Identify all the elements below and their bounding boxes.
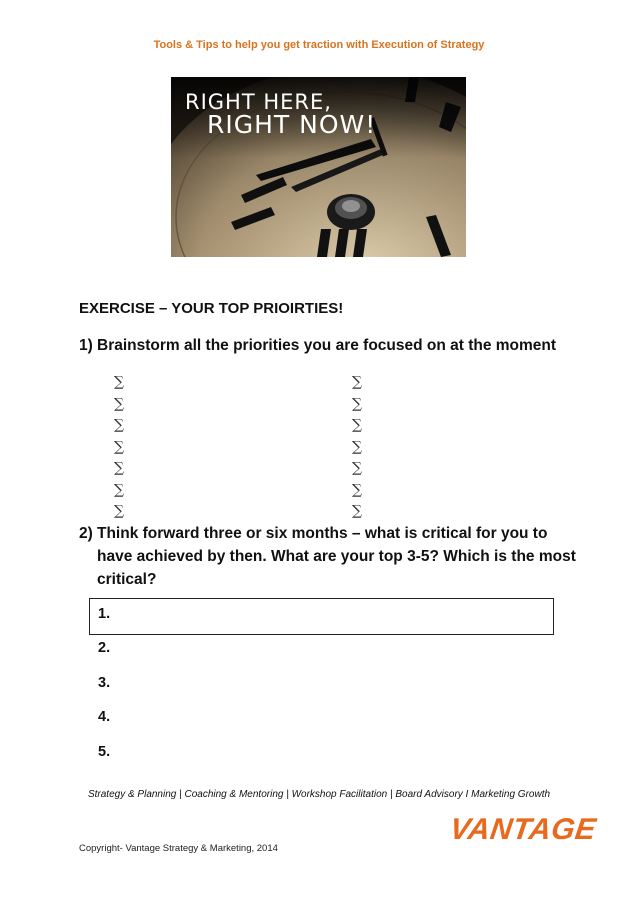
question-2 — [79, 522, 579, 591]
bullet-symbol: ∑ — [352, 460, 362, 476]
clock-hero-image — [171, 77, 466, 257]
bullet-list-left — [114, 372, 124, 523]
bullet-symbol: ∑ — [352, 395, 362, 412]
vantage-logo: VANTAGE — [447, 813, 599, 846]
priority-item-3: 3. — [98, 675, 111, 691]
question-1-number: 1) — [79, 337, 93, 354]
bullet-symbol: ∑ — [352, 438, 362, 455]
bullet-symbol: ∑ — [114, 460, 124, 476]
hero-text-line1: RIGHT HERE, — [185, 90, 332, 114]
question-2-text: Think forward three or six months – what is critical for you to have achieved by then. What are your top 3-5? Which is the most critical? — [97, 525, 576, 588]
priority-item-2: 2. — [98, 640, 111, 656]
bullet-symbol: ∑ — [114, 503, 124, 519]
bullet-symbol: ∑ — [352, 503, 362, 519]
priority-item-4: 4. — [98, 709, 111, 725]
bullet-symbol: ∑ — [114, 438, 124, 455]
priority-item-1-box — [89, 598, 554, 635]
question-1-text: Brainstorm all the priorities you are focused on at the moment — [97, 337, 557, 354]
bullet-symbol: ∑ — [352, 481, 362, 498]
bullet-symbol: ∑ — [352, 417, 362, 433]
clock-icon — [171, 77, 466, 257]
bullet-symbol: ∑ — [114, 374, 124, 390]
hero-text-line2: RIGHT NOW! — [207, 110, 377, 139]
exercise-title: EXERCISE – YOUR TOP PRIOIRTIES! — [79, 300, 344, 317]
bullet-symbol: ∑ — [114, 417, 124, 433]
copyright-text: Copyright- Vantage Strategy & Marketing, 2014 — [79, 843, 278, 854]
bullet-symbol: ∑ — [352, 374, 362, 390]
bullet-symbol: ∑ — [114, 481, 124, 498]
priority-item-5: 5. — [98, 744, 111, 760]
footer-services: Strategy & Planning | Coaching & Mentoring | Workshop Facilitation | Board Advisory I Marketing Growth — [87, 789, 551, 800]
question-2-number: 2) — [79, 525, 93, 542]
priority-item-1: 1. — [98, 606, 111, 622]
page-header: Tools & Tips to help you get traction with Execution of Strategy — [153, 39, 485, 51]
bullet-list-right — [352, 372, 362, 523]
question-1 — [79, 334, 599, 357]
bullet-symbol: ∑ — [114, 395, 124, 412]
